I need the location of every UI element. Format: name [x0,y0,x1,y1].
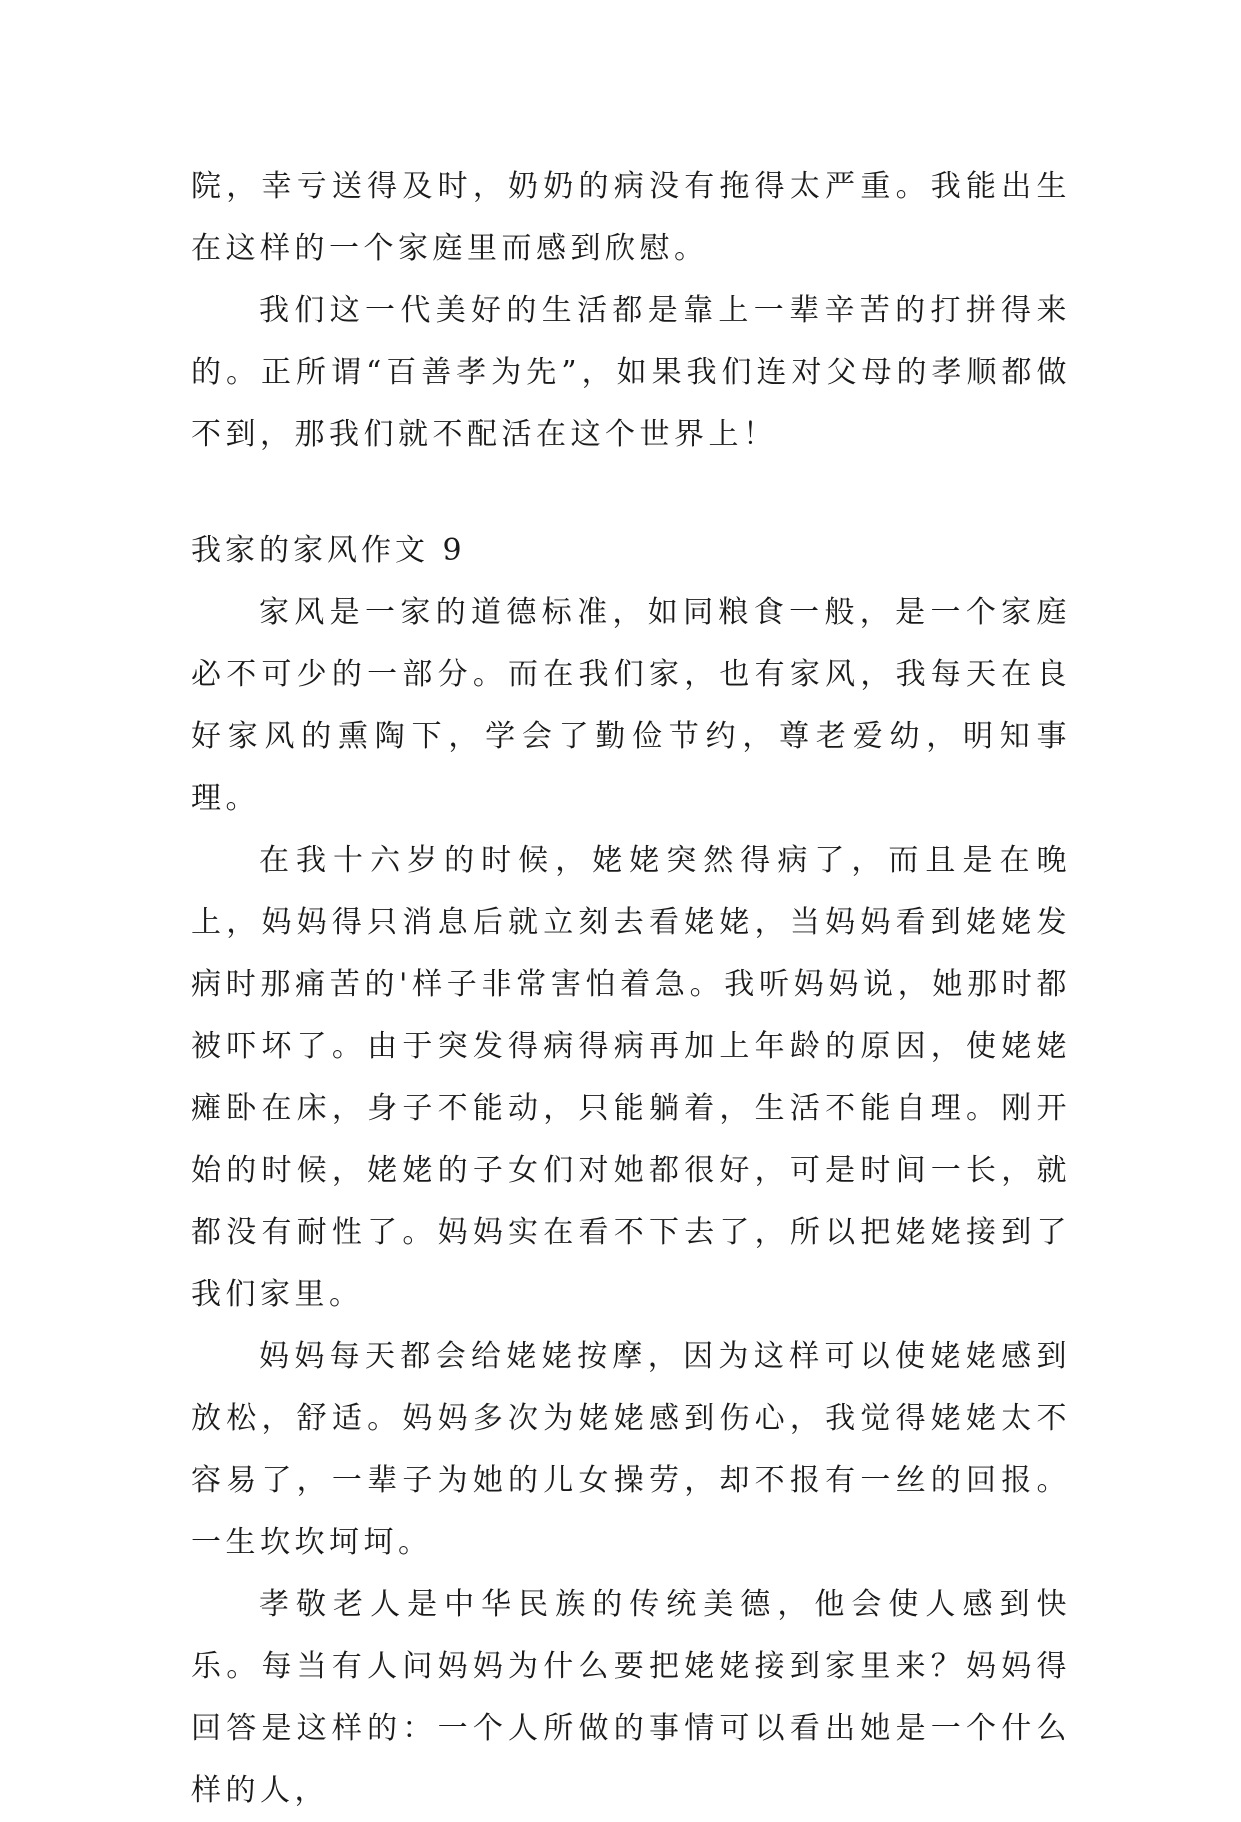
paragraph: 孝敬老人是中华民族的传统美德，他会使人感到快乐。每当有人问妈妈为什么要把姥姥接到家里来？妈妈得回答是这样的：一个人所做的事情可以看出她是一个什么样的人， [191,1587,1071,1808]
paragraph: 家风是一家的道德标准，如同粮食一般，是一个家庭必不可少的一部分。而在我们家，也有家风，我每天在良好家风的熏陶下，学会了勤俭节约，尊老爱幼，明知事理。 [191,595,1071,816]
section-title: 我家的家风作文 9 [191,533,466,568]
paragraph: 在我十六岁的时候，姥姥突然得病了，而且是在晚上，妈妈得只消息后就立刻去看姥姥，当妈妈看到姥姥发病时那痛苦的'样子非常害怕着急。我听妈妈说，她那时都被吓坏了。由于突发得病得病再加上年龄的原因，使姥姥瘫卧在床，身子不能动，只能躺着，生活不能自理。刚开始的时候，姥姥的子女们对她都很好，可是时间一长，就都没有耐性了。妈妈实在看不下去了，所以把姥姥接到了我们家里。 [191,843,1071,1312]
document-page [191,156,1071,1822]
paragraph: 妈妈每天都会给姥姥按摩，因为这样可以使姥姥感到放松，舒适。妈妈多次为姥姥感到伤心，我觉得姥姥太不容易了，一辈子为她的儿女操劳，却不报有一丝的回报。一生坎坎坷坷。 [191,1339,1071,1560]
paragraph: 院，幸亏送得及时，奶奶的病没有拖得太严重。我能出生在这样的一个家庭里而感到欣慰。 [191,169,1071,266]
paragraph: 我们这一代美好的生活都是靠上一辈辛苦的打拼得来的。正所谓“百善孝为先”，如果我们连对父母的孝顺都做不到，那我们就不配活在这个世界上！ [191,293,1071,452]
